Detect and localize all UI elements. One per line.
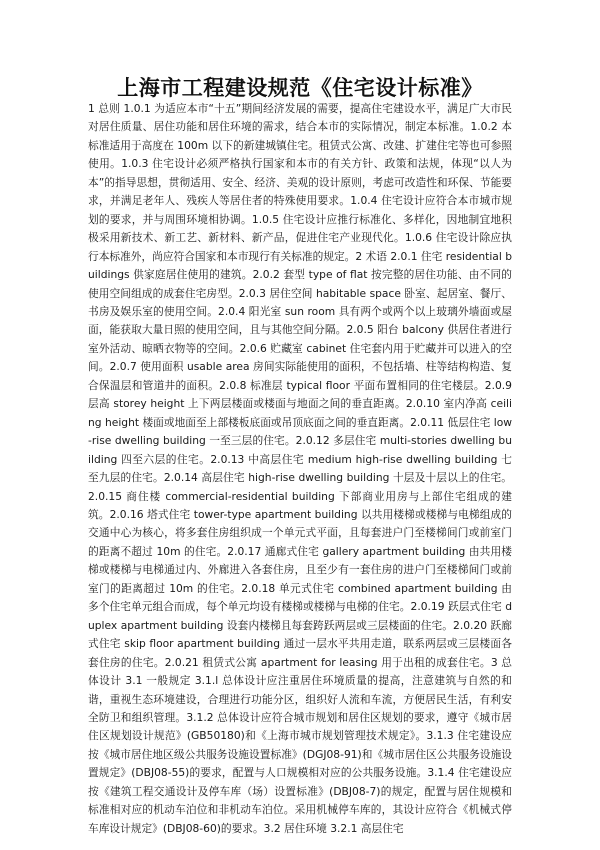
document-title: 上海市工程建设规范《住宅设计标准》 (117, 75, 483, 100)
document-body-text: 1 总则 1.0.1 为适应本市“十五”期间经济发展的需要，提高住宅建设水平，满足广大市民对居住质量、居住功能和居住环境的需求，结合本市的实际情况，制定本标准。1.0.2 本标准适用于高度在 100m 以下的新建城镇住宅。租赁式公寓、改建、扩建住宅等也可参照使用。1.0.3 住宅设计必须严格执行国家和本市的有关方针、政策和法规，体现“以人为本”的指导思想，贯彻适用、安全、经济、美观的设计原则，考虑可改造性和环保、节能要求，并满足老年人、残疾人等居住者的特殊使用要求。1.0.4 住宅设计应符合本市城市规划的要求，并与周围环境相协调。1.0.5 住宅设计应推行标准化、多样化，因地制宜地积极采用新技术、新工艺、新材料、新产品，促进住宅产业现代化。1.0.6 住宅设计除应执行本标准外，尚应符合国家和本市现行有关标准的规定。2 术语 2.0.1 住宅 residential buildings 供家庭居住使用的建筑。2.0.2 套型 type of flat 按完整的居住功能、由不同的使用空间组成的成套住宅房型。2.0.3 居住空间 habitable space 卧室、起居室、餐厅、书房及娱乐室的使用空间。2.0.4 阳光室 sun room 具有两个或两个以上玻璃外墙面或屋面，能获取大量日照的使用空间，且与其他空间分隔。2.0.5 阳台 balcony 供居住者进行室外活动、晾晒衣物等的空间。2.0.6 贮藏室 cabinet 住宅套内用于贮藏并可以进入的空间。2.0.7 使用面积 usable area 房间实际能使用的面积，不包括墙、柱等结构构造、复合保温层和管道井的面积。2.0.8 标准层 typical floor 平面布置相同的住宅楼层。2.0.9 层高 storey height 上下两层楼面或楼面与地面之间的垂直距离。2.0.10 室内净高 ceiling height 楼面或地面至上部楼板底面或吊顶底面之间的垂直距离。2.0.11 低层住宅 low-rise dwelling building 一至三层的住宅。2.0.12 多层住宅 multi-stories dwelling building 四至六层的住宅。2.0.13 中高层住宅 medium high-rise dwelling building 七至九层的住宅。2.0.14 高层住宅 high-rise dwelling building 十层及十层以上的住宅。2.0.15 商住楼 commercial-residential building 下部商业用房与上部住宅组成的建筑。2.0.16 塔式住宅 tower-type apartment building 以共用楼梯或楼梯与电梯组成的交通中心为核心，将多套住房组织成一个单元式平面，且每套进户门至楼梯间门或前室门的距离不超过 10m 的住宅。2.0.17 通廊式住宅 gallery apartment building 由共用楼梯或楼梯与电梯通过内、外廊进入各套住房，且至少有一套住房的进户门至楼梯间门或前室门的距离超过 10m 的住宅。2.0.18 单元式住宅 combined apartment building 由多个住宅单元组合而成，每个单元均设有楼梯或楼梯与电梯的住宅。2.0.19 跃层式住宅 duplex apartment building 设套内楼梯且每套跨跃两层或三层楼面的住宅。2.0.20 跃廊式住宅 skip floor apartment building 通过一层水平共用走道，联系两层或三层楼面各套住房的住宅。2.0.21 租赁式公寓 apartment for leasing 用于出租的成套住宅。3 总体设计 3.1 一般规定 3.1.l 总体设计应注重居住环境质量的提高，注意建筑与自然的和谐，重视生态环境建设，合理进行功能分区，组织好人流和车流，方便居民生活，有利安全防卫和组织管理。3.1.2 总体设计应符合城市规划和居住区规划的要求，遵守《城市居住区规划设计规范》(GB50180)和《上海市城市规划管理技术规定》。3.1.3 住宅建设应按《城市居住地区级公共服务设施设置标准》(DGJ08-91)和《城市居住区公共服务设施设置规定》(DBJ08-55)的要求，配置与人口规模相对应的公共服务设施。3.1.4 住宅建设应按《建筑工程交通设计及停车库（场）设置标准》(DBJ08-7)的规定，配置与居住规模和标准相对应的机动车泊位和非机动车泊位。采用机械停车库的，其设计应符合《机械式停车库设计规定》(DBJ08-60)的要求。3.2 居住环境 3.2.1 高层住宅 (88, 102, 512, 835)
